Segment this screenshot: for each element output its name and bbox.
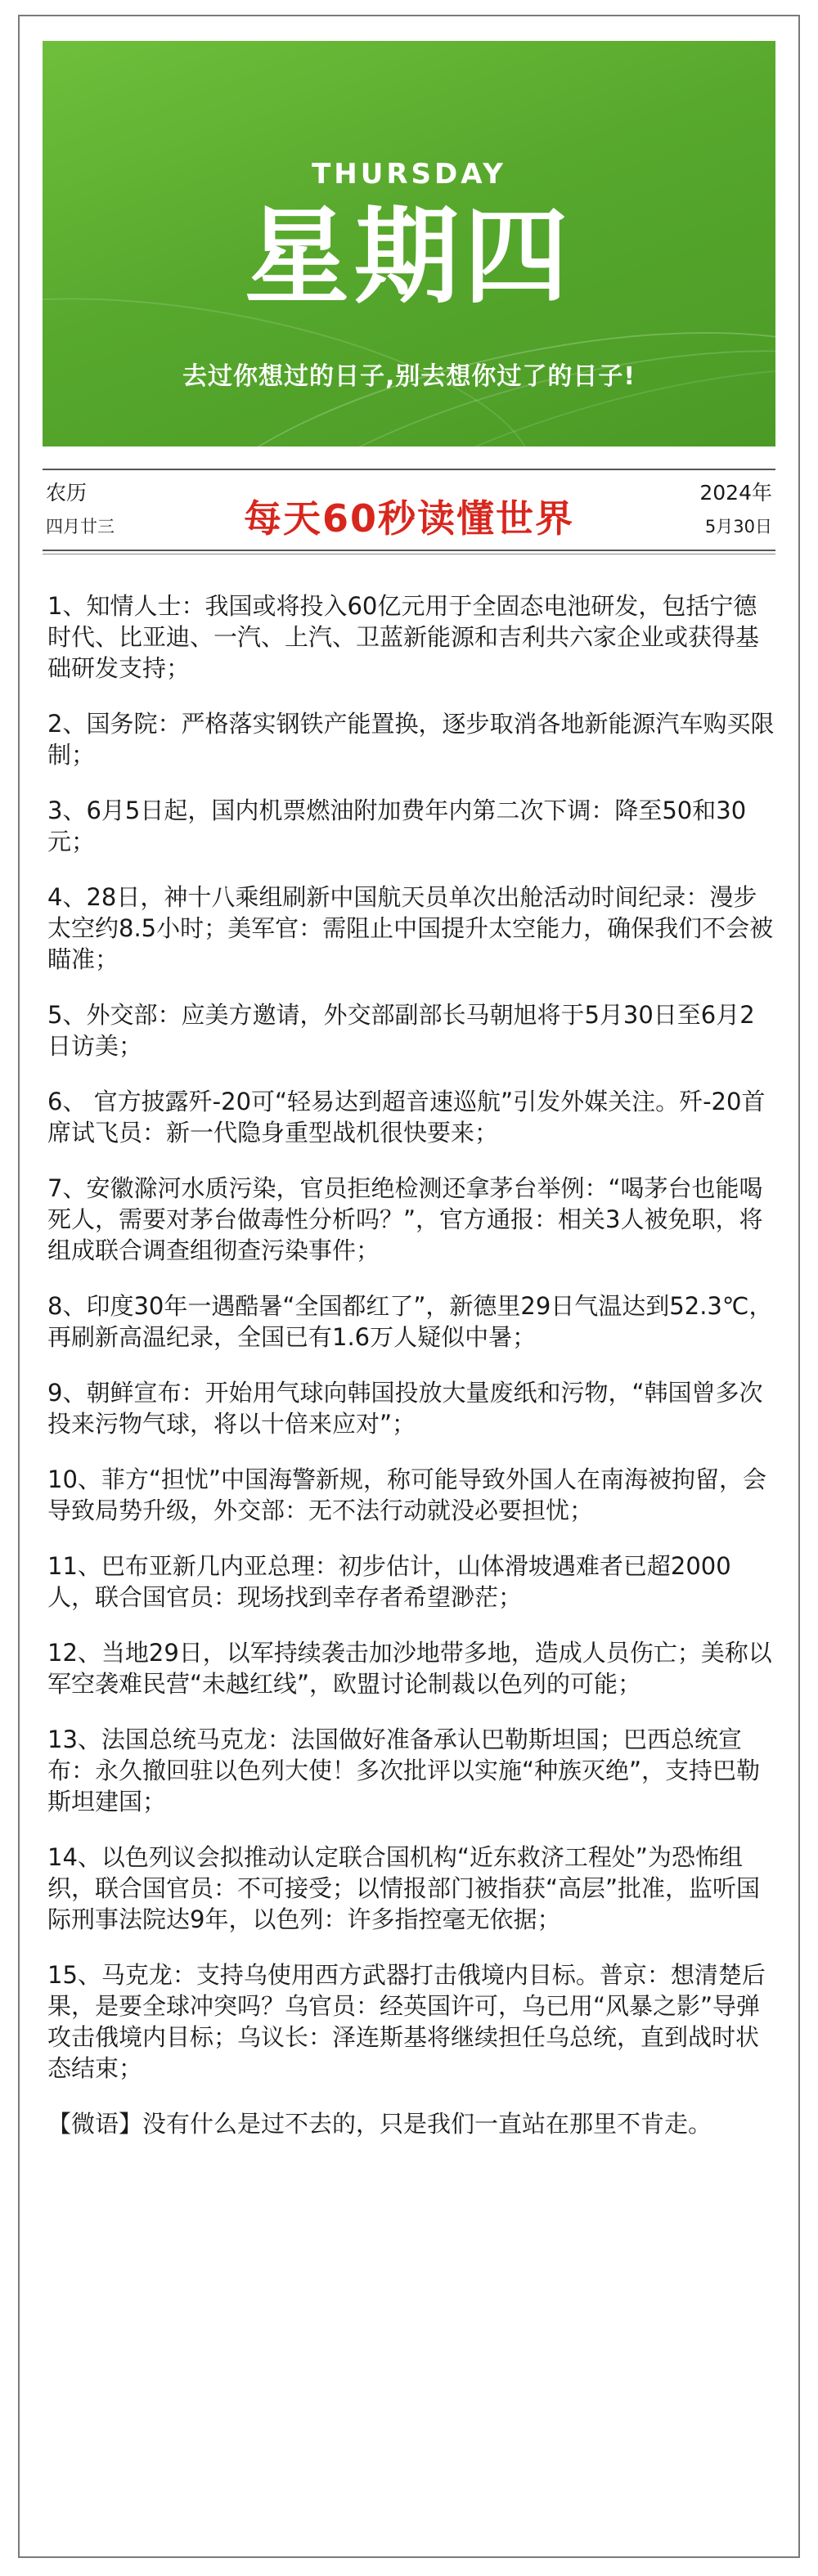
- daily-quote: 【微语】没有什么是过不去的，只是我们一直站在那里不肯走。: [47, 2110, 712, 2138]
- weekday-english: THURSDAY: [312, 158, 506, 191]
- weekday-chinese: 星期四: [244, 196, 573, 318]
- news-item: 13、法国总统马克龙：法国做好准备承认巴勒斯坦国；巴西总统宣布：永久撤回驻以色列大使！多次批评以实施“种族灭绝”，支持巴勒斯坦建国；: [47, 1726, 761, 1815]
- news-item: 14、以色列议会拟推动认定联合国机构“近东救济工程处”为恐怖组织，联合国官员：不可接受；以情报部门被指获“高层”批准，监听国际刑事法院达9年，以色列：许多指控毫无依据；: [47, 1843, 761, 1933]
- banner-motto: 去过你想过的日子,别去想你过了的日子!: [182, 362, 636, 391]
- lunar-label: 农历: [46, 481, 88, 505]
- lunar-date: 四月廿三: [46, 517, 115, 536]
- news-item: 8、印度30年一遇酷暑“全国都红了”，新德里29日气温达到52.3℃，再刷新高温纪录，全国已有1.6万人疑似中暑；: [47, 1292, 773, 1351]
- news-item: 11、巴布亚新几内亚总理：初步估计，山体滑坡遇难者已超2000人，联合国官员：现场找到幸存者希望渺茫；: [47, 1552, 731, 1611]
- page-title: 每天60秒读懂世界: [243, 496, 574, 541]
- year-label: 2024年: [699, 481, 772, 505]
- news-item: 6、 官方披露歼-20可“轻易达到超音速巡航”引发外媒关注。歼-20首席试飞员：新一代隐身重型战机很快要来；: [47, 1088, 766, 1147]
- news-item: 9、朝鲜宣布：开始用气球向韩国投放大量废纸和污物，“韩国曾多次投来污物气球，将以十倍来应对”；: [47, 1379, 763, 1438]
- date-label: 5月30日: [704, 517, 772, 536]
- header-divider-top: [43, 469, 775, 470]
- news-item: 12、当地29日，以军持续袭击加沙地带多地，造成人员伤亡；美称以军空袭难民营“未越红线”，欧盟讨论制裁以色列的可能；: [47, 1639, 772, 1698]
- news-list: [47, 590, 777, 2164]
- news-item: 3、6月5日起，国内机票燃油附加费年内第二次下调：降至50和30元；: [47, 797, 747, 855]
- header-divider-bottom: [43, 550, 775, 551]
- news-item: 15、马克龙：支持乌使用西方武器打击俄境内目标。普京：想清楚后果，是要全球冲突吗？乌官员：经英国许可，乌已用“风暴之影”导弹攻击俄境内目标；乌议长：泽连斯基将继续担任乌总统，直到战时状态结束；: [47, 1961, 766, 2082]
- news-item: 4、28日，神十八乘组刷新中国航天员单次出舱活动时间纪录：漫步太空约8.5小时；美军官：需阻止中国提升太空能力，确保我们不会被瞄准；: [47, 883, 774, 973]
- news-item: 2、国务院：严格落实钢铁产能置换，逐步取消各地新能源汽车购买限制；: [47, 710, 775, 769]
- banner: [43, 41, 775, 447]
- news-item: 5、外交部：应美方邀请，外交部副部长马朝旭将于5月30日至6月2日访美；: [47, 1001, 755, 1060]
- news-item: 7、安徽滁河水质污染，官员拒绝检测还拿茅台举例：“喝茅台也能喝死人，需要对茅台做毒性分析吗？”，官方通报：相关3人被免职，将组成联合调查组彻查污染事件；: [47, 1174, 763, 1264]
- news-item: 10、菲方“担忧”中国海警新规，称可能导致外国人在南海被拘留，会导致局势升级，外交部：无不法行动就没必要担忧；: [47, 1465, 766, 1524]
- news-item: 1、知情人士：我国或将投入60亿元用于全固态电池研发，包括宁德时代、比亚迪、一汽、上汽、卫蓝新能源和吉利共六家企业或获得基础研发支持；: [47, 592, 760, 682]
